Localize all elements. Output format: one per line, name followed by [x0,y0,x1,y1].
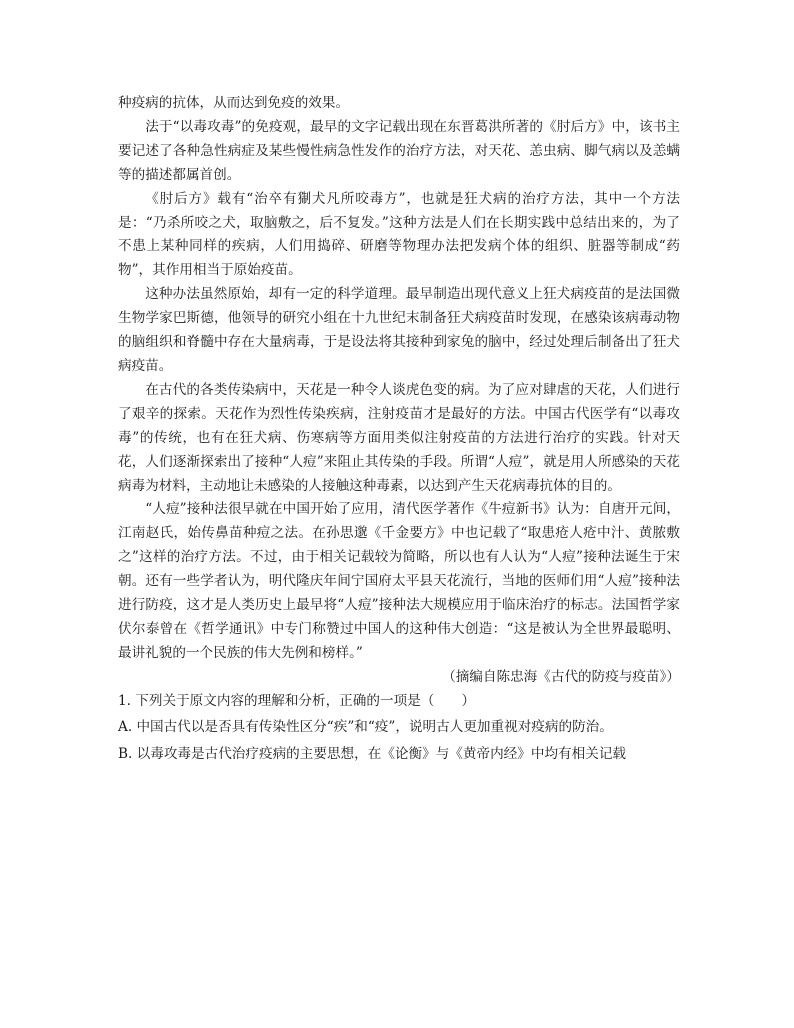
paragraph-pasteur: 这种办法虽然原始，却有一定的科学道理。最早制造出现代意义上狂犬病疫苗的是法国微生物学家巴斯德，他领导的研究小组在十九世纪末制备狂犬病疫苗时发现，在感染该病毒动物的脑组织和脊髓中存在大量病毒，于是设法将其接种到家兔的脑中，经过处理后制备出了狂犬病疫苗。 [118,286,680,374]
paragraph-zhouhoufang: 法于“以毒攻毒”的免疫观，最早的文字记载出现在东晋葛洪所著的《肘后方》中，该书主要记述了各种急性病症及某些慢性病急性发作的治疗方法，对天花、恙虫病、脚气病以及恙螨等的描述都属首创。 [118,118,680,183]
option-a: A. 中国古代以是否具有传染性区分“疾”和“疫”，说明古人更加重视对疫病的防治。 [118,718,613,735]
paragraph-rabies-remedy: 《肘后方》载有“治卒有猘犬凡所咬毒方”，也就是狂犬病的治疗方法，其中一个方法是：“乃杀所咬之犬，取脑敷之，后不复发。”这种方法是人们在长期实践中总结出来的，为了不患上某种同样的疾病，人们用捣碎、研磨等物理办法把发病个体的组织、脏器等制成“药物”，其作用相当于原始疫苗。 [118,190,680,279]
paragraph-continuation: 种疫病的抗体，从而达到免疫的效果。 [118,95,350,111]
source-citation: （摘编自陈忠海《古代的防疫与疫苗》） [442,668,680,685]
question-stem: 1. 下列关于原文内容的理解和分析，正确的一项是（ ） [118,692,476,709]
option-b: B. 以毒攻毒是古代治疗疫病的主要思想，在《论衡》与《黄帝内经》中均有相关记载 [118,745,627,762]
article-body [118,92,680,768]
paragraph-variolation: “人痘”接种法很早就在中国开始了应用，清代医学著作《牛痘新书》认为：自唐开元间，江南赵氏，始传鼻苗种痘之法。在孙思邈《千金要方》中也记载了“取患疮人疮中汁、黄脓敷之”这样的治疗方法。不过，由于相关记载较为简略，所以也有人认为“人痘”接种法诞生于宋朝。还有一些学者认为，明代隆庆年间宁国府太平县天花流行，当地的医师们用“人痘”接种法进行防疫，这才是人类历史上最早将“人痘”接种法大规模应用于临床治疗的标志。法国哲学家伏尔泰曾在《哲学通讯》中专门称赞过中国人的这种伟大创造：“这是被认为全世界最聪明、最讲礼貌的一个民族的伟大先例和榜样。” [118,501,680,661]
paragraph-smallpox: 在古代的各类传染病中，天花是一种令人谈虎色变的病。为了应对肆虐的天花，人们进行了艰辛的探索。天花作为烈性传染疾病，注射疫苗才是最好的方法。中国古代医学有“以毒攻毒”的传统，也有在狂犬病、伤寒病等方面用类似注射疫苗的方法进行治疗的实践。针对天花，人们逐渐探索出了接种“人痘”来阻止其传染的手段。所谓“人痘”，就是用人所感染的天花病毒为材料，主动地让未感染的人接触这种毒素，以达到产生天花病毒抗体的目的。 [118,381,680,494]
